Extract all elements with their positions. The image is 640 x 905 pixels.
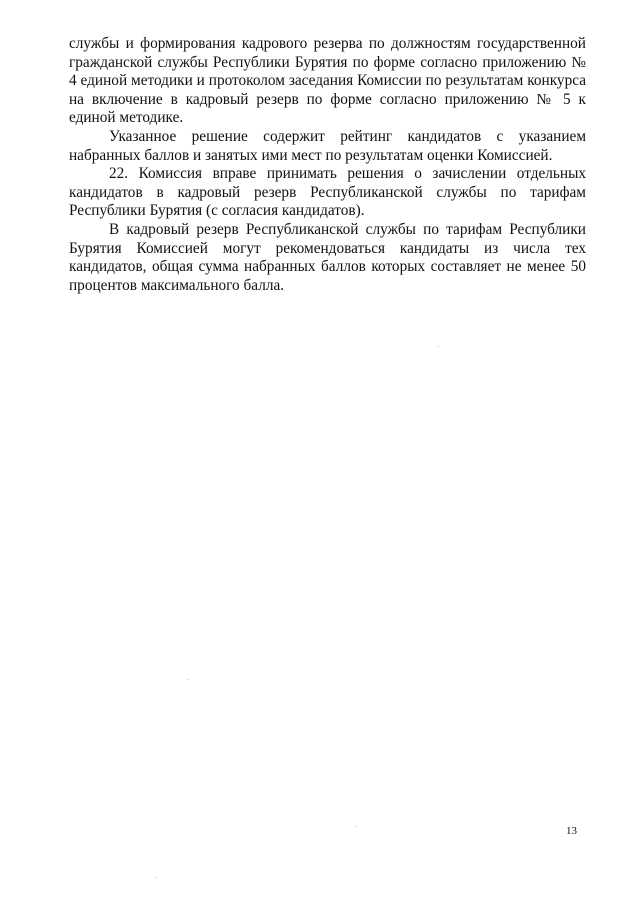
paragraph-clause-22: 22. Комиссия вправе принимать решения о зачислении отдельных кандидатов в кадровый резерв Республиканской службы по тарифам Республики Бурятия (с согласия кандидатов). — [69, 165, 586, 220]
paragraph-continuation: службы и формирования кадрового резерва по должностям государственной гражданской службы Республики Бурятия по форме согласно приложению № 4 единой методики и протоколом заседания Комиссии по результатам конкурса на включение в кадровый резерв по форме согласно приложению № 5 к единой методике. — [69, 35, 586, 127]
page-number: 13 — [566, 825, 577, 837]
document-body — [69, 35, 586, 295]
scan-speck — [356, 826, 357, 827]
scan-speck — [155, 877, 156, 878]
paragraph-recommendation: В кадровый резерв Республиканской службы по тарифам Республики Бурятия Комиссией могут рекомендоваться кандидаты из числа тех кандидатов, общая сумма набранных баллов которых составляет не менее 50 процентов максимального балла. — [69, 220, 586, 294]
paragraph-rating: Указанное решение содержит рейтинг кандидатов с указанием набранных баллов и занятых ими мест по результатам оценки Комиссией. — [69, 127, 586, 164]
scan-speck — [438, 346, 439, 347]
scan-speck — [187, 679, 188, 680]
